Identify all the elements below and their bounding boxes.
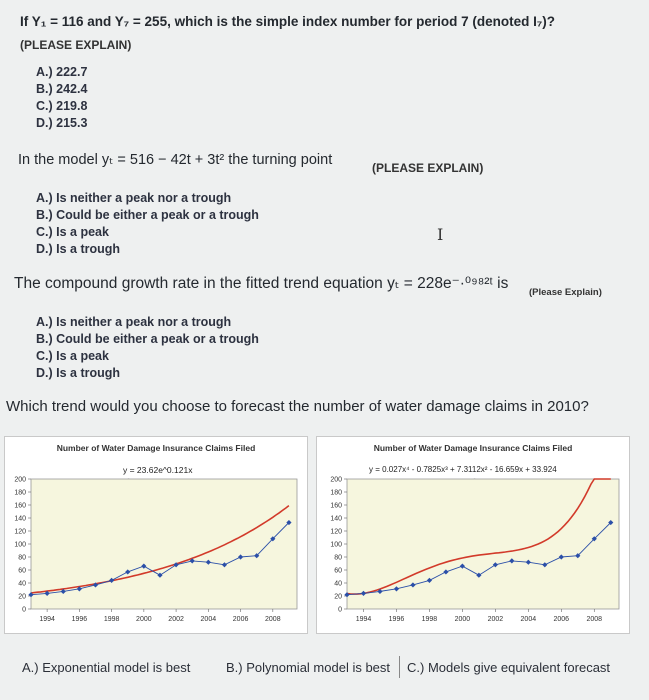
chart1-equation: y = 23.62e^0.121x: [123, 465, 193, 475]
y-tick-label: 200: [14, 476, 26, 484]
x-tick-label: 1998: [103, 616, 120, 623]
y-tick-label: 140: [330, 515, 342, 523]
answer-divider: [399, 656, 400, 678]
q1-option-a[interactable]: A.) 222.7: [36, 65, 88, 79]
q3-option-d[interactable]: D.) Is a trough: [36, 366, 121, 380]
x-tick-label: 2002: [168, 616, 184, 623]
y-tick-label: 40: [334, 580, 342, 588]
x-tick-label: 2008: [586, 616, 603, 623]
y-tick-label: 100: [14, 541, 26, 549]
x-tick-label: 2004: [200, 616, 217, 623]
y-tick-label: 0: [22, 606, 26, 614]
y-tick-label: 80: [334, 554, 342, 562]
chart2-svg: [317, 437, 629, 633]
chart1-title: Number of Water Damage Insurance Claims Filed: [56, 443, 256, 453]
q3-option-a[interactable]: A.) Is neither a peak nor a trough: [36, 315, 232, 329]
x-tick-label: 1998: [421, 616, 438, 623]
q1-note: (PLEASE EXPLAIN): [20, 38, 132, 52]
y-tick-label: 180: [330, 489, 342, 497]
q2-option-b[interactable]: B.) Could be either a peak or a trough: [36, 208, 259, 222]
q2-option-d[interactable]: D.) Is a trough: [36, 242, 121, 256]
y-tick-label: 60: [18, 567, 26, 575]
x-tick-label: 2002: [487, 616, 504, 623]
chart2-title: Number of Water Damage Insurance Claims Filed: [373, 443, 573, 453]
q2-text: In the model yₜ = 516 − 42t + 3t² the turning point: [18, 152, 333, 168]
y-tick-label: 0: [338, 606, 342, 614]
x-tick-label: 2000: [136, 616, 152, 623]
chart-exponential: [4, 436, 308, 634]
y-tick-label: 60: [334, 567, 342, 575]
q3-option-b[interactable]: B.) Could be either a peak or a trough: [36, 332, 259, 346]
text-cursor-icon: I: [437, 225, 444, 244]
x-tick-label: 2004: [520, 616, 537, 623]
chart1-svg: [5, 437, 307, 633]
x-tick-label: 2000: [454, 616, 471, 623]
answer-a[interactable]: A.) Exponential model is best: [22, 660, 191, 675]
plot-area: [347, 479, 619, 609]
y-tick-label: 180: [14, 489, 26, 497]
y-tick-label: 140: [14, 515, 26, 523]
x-tick-label: 1996: [71, 616, 88, 623]
y-tick-label: 40: [18, 580, 26, 588]
x-tick-label: 1996: [388, 616, 405, 623]
q3-option-c[interactable]: C.) Is a peak: [36, 349, 109, 363]
answer-b[interactable]: B.) Polynomial model is best: [226, 660, 391, 675]
x-tick-label: 2006: [553, 616, 570, 623]
x-tick-label: 2006: [232, 616, 249, 623]
y-tick-label: 100: [330, 541, 342, 549]
y-tick-label: 120: [14, 528, 26, 536]
q1-text: If Y₁ = 116 and Y₇ = 255, which is the simple index number for period 7 (denoted I₇)?: [20, 14, 556, 29]
q1-option-b[interactable]: B.) 242.4: [36, 82, 88, 96]
q1-option-d[interactable]: D.) 215.3: [36, 116, 88, 130]
q2-note: (PLEASE EXPLAIN): [372, 161, 484, 175]
q3-options: [36, 314, 259, 382]
y-tick-label: 20: [334, 593, 342, 601]
y-tick-label: 120: [330, 528, 342, 536]
q2-option-a[interactable]: A.) Is neither a peak nor a trough: [36, 191, 232, 205]
answer-c[interactable]: C.) Models give equivalent forecast: [407, 660, 611, 675]
plot-area: [31, 479, 297, 609]
x-tick-label: 1994: [355, 616, 372, 623]
chart-polynomial: [316, 436, 630, 634]
q3-note: (Please Explain): [529, 287, 602, 298]
q4-text: Which trend would you choose to forecast the number of water damage claims in 2010?: [6, 398, 589, 415]
q1-option-c[interactable]: C.) 219.8: [36, 99, 88, 113]
y-tick-label: 20: [18, 593, 26, 601]
chart2-equation: y = 0.027x⁴ - 0.7825x³ + 7.3112x² - 16.659x + 33.924: [369, 465, 557, 474]
y-tick-label: 200: [330, 476, 342, 484]
q2-options: [36, 190, 259, 258]
q2-option-c[interactable]: C.) Is a peak: [36, 225, 109, 239]
y-tick-label: 160: [330, 502, 342, 510]
x-tick-label: 2008: [265, 616, 281, 623]
q1-options: [36, 64, 87, 132]
y-tick-label: 160: [14, 502, 26, 510]
x-tick-label: 1994: [39, 616, 55, 623]
y-tick-label: 80: [18, 554, 26, 562]
q3-text: The compound growth rate in the fitted trend equation yₜ = 228e⁻·⁰⁹⁸²ᵗ is: [14, 275, 509, 292]
